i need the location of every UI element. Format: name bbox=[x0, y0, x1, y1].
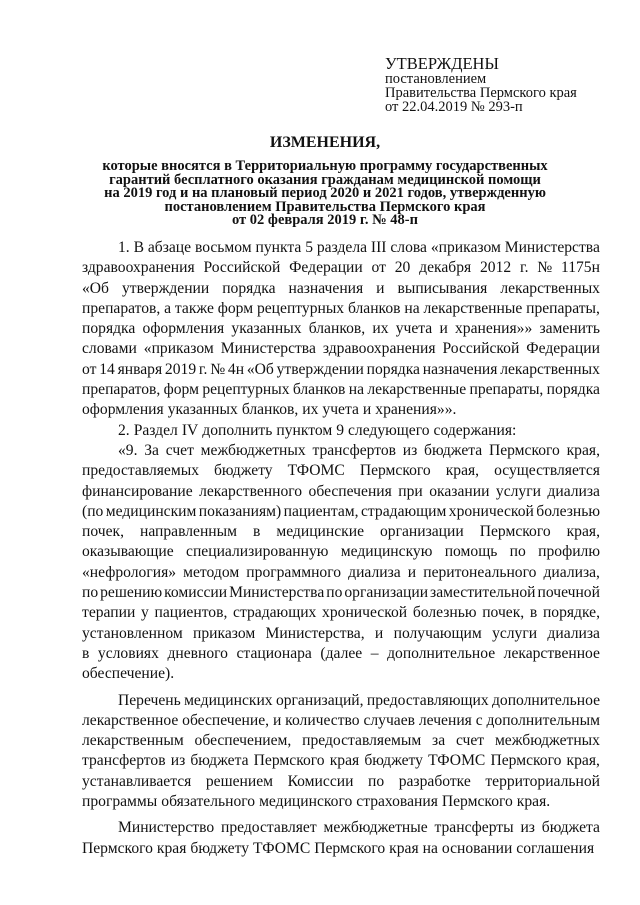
approval-title: УТВЕРЖДЕНЫ bbox=[385, 54, 499, 73]
paragraph bbox=[82, 818, 600, 859]
text-line: «9. За счет межбюджетных трансфертов из бюджета Пермского края, bbox=[118, 441, 600, 459]
title-subtitle bbox=[80, 160, 570, 228]
text-line: финансирование лекарственного обеспечения при оказании услуги диализа bbox=[82, 482, 600, 500]
text-line: (по медицинским показаниям) пациентам, страдающим хронической болезнью bbox=[82, 502, 600, 520]
approval-stamp bbox=[385, 55, 625, 114]
paragraph bbox=[82, 238, 600, 421]
text-line: по решению комиссии Министерства по организации заместительной почечной bbox=[82, 584, 600, 602]
text-line: лекарственное обеспечение, и количество случаев лечения с дополнительным bbox=[82, 711, 600, 729]
text-line: в условиях дневного стационара (далее – дополнительное лекарственное bbox=[82, 644, 600, 662]
text-line: лекарственным обеспечением, предоставляемым за счет межбюджетных bbox=[82, 732, 600, 750]
paragraph bbox=[82, 441, 600, 685]
text-line: препаратов, форм рецептурных бланков на лекарственные препараты, порядка bbox=[82, 381, 600, 399]
text-line: 2. Раздел IV дополнить пунктом 9 следующего содержания: bbox=[118, 421, 517, 439]
text-line: Перечень медицинских организаций, предоставляющих дополнительное bbox=[118, 691, 600, 709]
paragraph bbox=[82, 691, 600, 813]
text-line: от 14 января 2019 г. № 4н «Об утверждении порядка назначения лекарственных bbox=[82, 360, 600, 378]
title-line: от 02 февраля 2019 г. № 48-п bbox=[232, 212, 418, 228]
document-body bbox=[82, 238, 600, 859]
title-line: постановлением Правительства Пермского края bbox=[164, 198, 486, 215]
title-heading: ИЗМЕНЕНИЯ, bbox=[269, 134, 381, 151]
text-line: трансфертов из бюджета Пермского края бюджету ТФОМС Пермского края, bbox=[82, 752, 600, 770]
text-line: порядка оформления указанных бланков, их учета и хранения»» заменить bbox=[82, 320, 600, 338]
text-line: обеспечение). bbox=[82, 665, 175, 683]
document-title bbox=[80, 133, 570, 228]
title-line: на 2019 год и на плановый период 2020 и 2021 годов, утвержденную bbox=[104, 185, 546, 201]
text-line: предоставляемых бюджету ТФОМС Пермского края, осуществляется bbox=[82, 462, 600, 480]
text-line: оказывающие специализированную медицинскую помощь по профилю bbox=[82, 543, 600, 561]
text-line: 1. В абзаце восьмом пункта 5 раздела III слова «приказом Министерства bbox=[118, 239, 600, 256]
text-line: «Об утверждении порядка назначения и выписывания лекарственных bbox=[82, 279, 600, 297]
title-line: которые вносятся в Территориальную программу государственных bbox=[102, 158, 548, 174]
text-line: здравоохранения Российской Федерации от 20 декабря 2012 г. № 1175н bbox=[82, 259, 600, 277]
text-line: «нефрология» методом программного диализа и перитонеального диализа, bbox=[82, 563, 600, 581]
text-line: Пермского края бюджету ТФОМС Пермского края на основании соглашения bbox=[82, 839, 595, 857]
text-line: словами «приказом Министерства здравоохранения Российской Федерации bbox=[82, 340, 600, 358]
paragraph bbox=[82, 421, 600, 441]
text-line: почек, направленным в медицинские организации Пермского края, bbox=[82, 523, 600, 541]
text-line: оформления указанных бланков, их учета и хранения»». bbox=[82, 401, 457, 419]
text-line: препаратов, а также форм рецептурных бланков на лекарственные препараты, bbox=[82, 299, 600, 317]
text-line: программы обязательного медицинского страхования Пермского края. bbox=[82, 793, 551, 811]
text-line: установленном приказом Министерства, и получающим услуги диализа bbox=[82, 624, 600, 642]
text-line: терапии у пациентов, страдающих хронической болезнью почек, в порядке, bbox=[82, 604, 600, 622]
text-line: устанавливается решением Комиссии по разработке территориальной bbox=[82, 772, 600, 790]
approval-date: от 22.04.2019 № 293-п bbox=[385, 99, 523, 115]
approval-line: Правительства Пермского края bbox=[385, 85, 577, 101]
text-line: Министерство предоставляет межбюджетные трансферты из бюджета bbox=[118, 819, 600, 837]
title-line: гарантий бесплатного оказания гражданам медицинской помощи bbox=[109, 171, 541, 188]
approval-line: постановлением bbox=[385, 71, 487, 87]
